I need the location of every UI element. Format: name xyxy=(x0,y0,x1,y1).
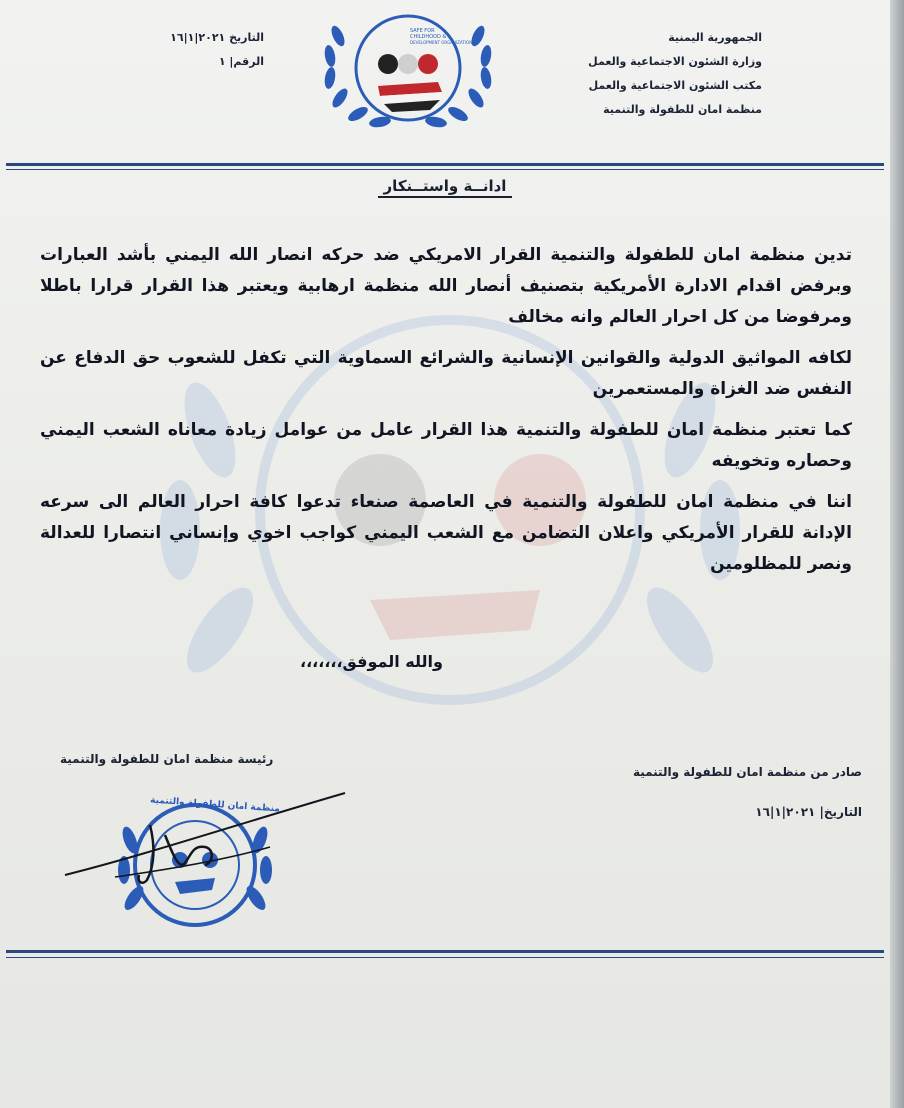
organization-logo xyxy=(318,6,498,132)
issue-date: التاريخ| ٢٠٢١|١|١٦ xyxy=(755,805,862,819)
paragraph-call-to-action: اننا في منظمة امان للطفولة والتنمية في العاصمة صنعاء تدعوا كافة احرار العالم الى سرعه الإدانة للقرار الأمريكي واعلان التضامن مع الشعب اليمني كواجب اخوي وإنساني انتصارا للعدالة ونصر للمظلومين xyxy=(40,492,852,574)
issuer-block xyxy=(633,752,862,832)
signatory-title: رئيسة منظمة امان للطفولة والتنمية xyxy=(60,752,274,766)
sender-header xyxy=(588,26,762,122)
header-line-republic: الجمهورية اليمنية xyxy=(668,31,762,44)
title-text: ادانــة واستــنكار xyxy=(378,177,513,198)
header-line-ministry: وزارة الشئون الاجتماعية والعمل xyxy=(588,55,762,68)
footer-divider-thick xyxy=(6,950,884,953)
child-figure-icon-white xyxy=(398,54,418,74)
header-divider-thin xyxy=(6,169,884,170)
closing-phrase: والله الموفق،،،،،،، xyxy=(300,652,443,671)
child-figure-icon-red xyxy=(418,54,438,74)
header-line-office: مكتب الشئون الاجتماعية والعمل xyxy=(588,79,762,92)
child-figure-icon-black xyxy=(378,54,398,74)
header-reference-number: الرقم| ١ xyxy=(218,55,264,68)
page-edge-shadow xyxy=(890,0,904,1108)
header-date: التاريخ ٢٠٢١|١|١٦ xyxy=(170,31,264,44)
paragraph-condemnation: تدين منظمة امان للطفولة والتنمية القرار الامريكي ضد حركه انصار الله اليمني بأشد العبارات وبرفض اقدام الادارة الأمريكية بتصنيف أنصار الله منظمة ارهابية ويعتبر هذا القرار قرارا باطلا ومرفوضا من كل احرار العالم وانه مخالف xyxy=(40,245,852,327)
footer-divider-thin xyxy=(6,957,884,958)
paragraph-suffering: كما تعتبر منظمة امان للطفولة والتنمية هذا القرار عامل من عوامل زيادة معاناه الشعب اليمني وحصاره وتخويفه xyxy=(40,420,852,471)
statement-body xyxy=(40,240,852,590)
reference-block xyxy=(124,26,264,74)
document-title xyxy=(0,176,890,195)
logo-text-2: CHILDHOOD & xyxy=(410,34,447,40)
header-line-organization: منظمة امان للطفولة والتنمية xyxy=(603,103,762,116)
handwritten-signature xyxy=(55,785,355,895)
header-divider-thick xyxy=(6,163,884,166)
logo-text-1: SAFE FOR xyxy=(410,28,435,34)
paragraph-international-law: لكافه المواثيق الدولية والقوانين الإنسانية والشرائع السماوية التي تكفل للشعوب حق الدفاع عن النفس ضد الغزاة والمستعمرين xyxy=(40,348,852,399)
stamp-inscription: منظمة امان للطفولة والتنمية xyxy=(149,795,281,815)
issuer-line: صادر من منظمة امان للطفولة والتنمية xyxy=(632,765,862,779)
yemen-flag-map-icon xyxy=(378,82,442,112)
logo-text-3: DEVELOPMENT ORGANIZATION xyxy=(410,40,473,45)
